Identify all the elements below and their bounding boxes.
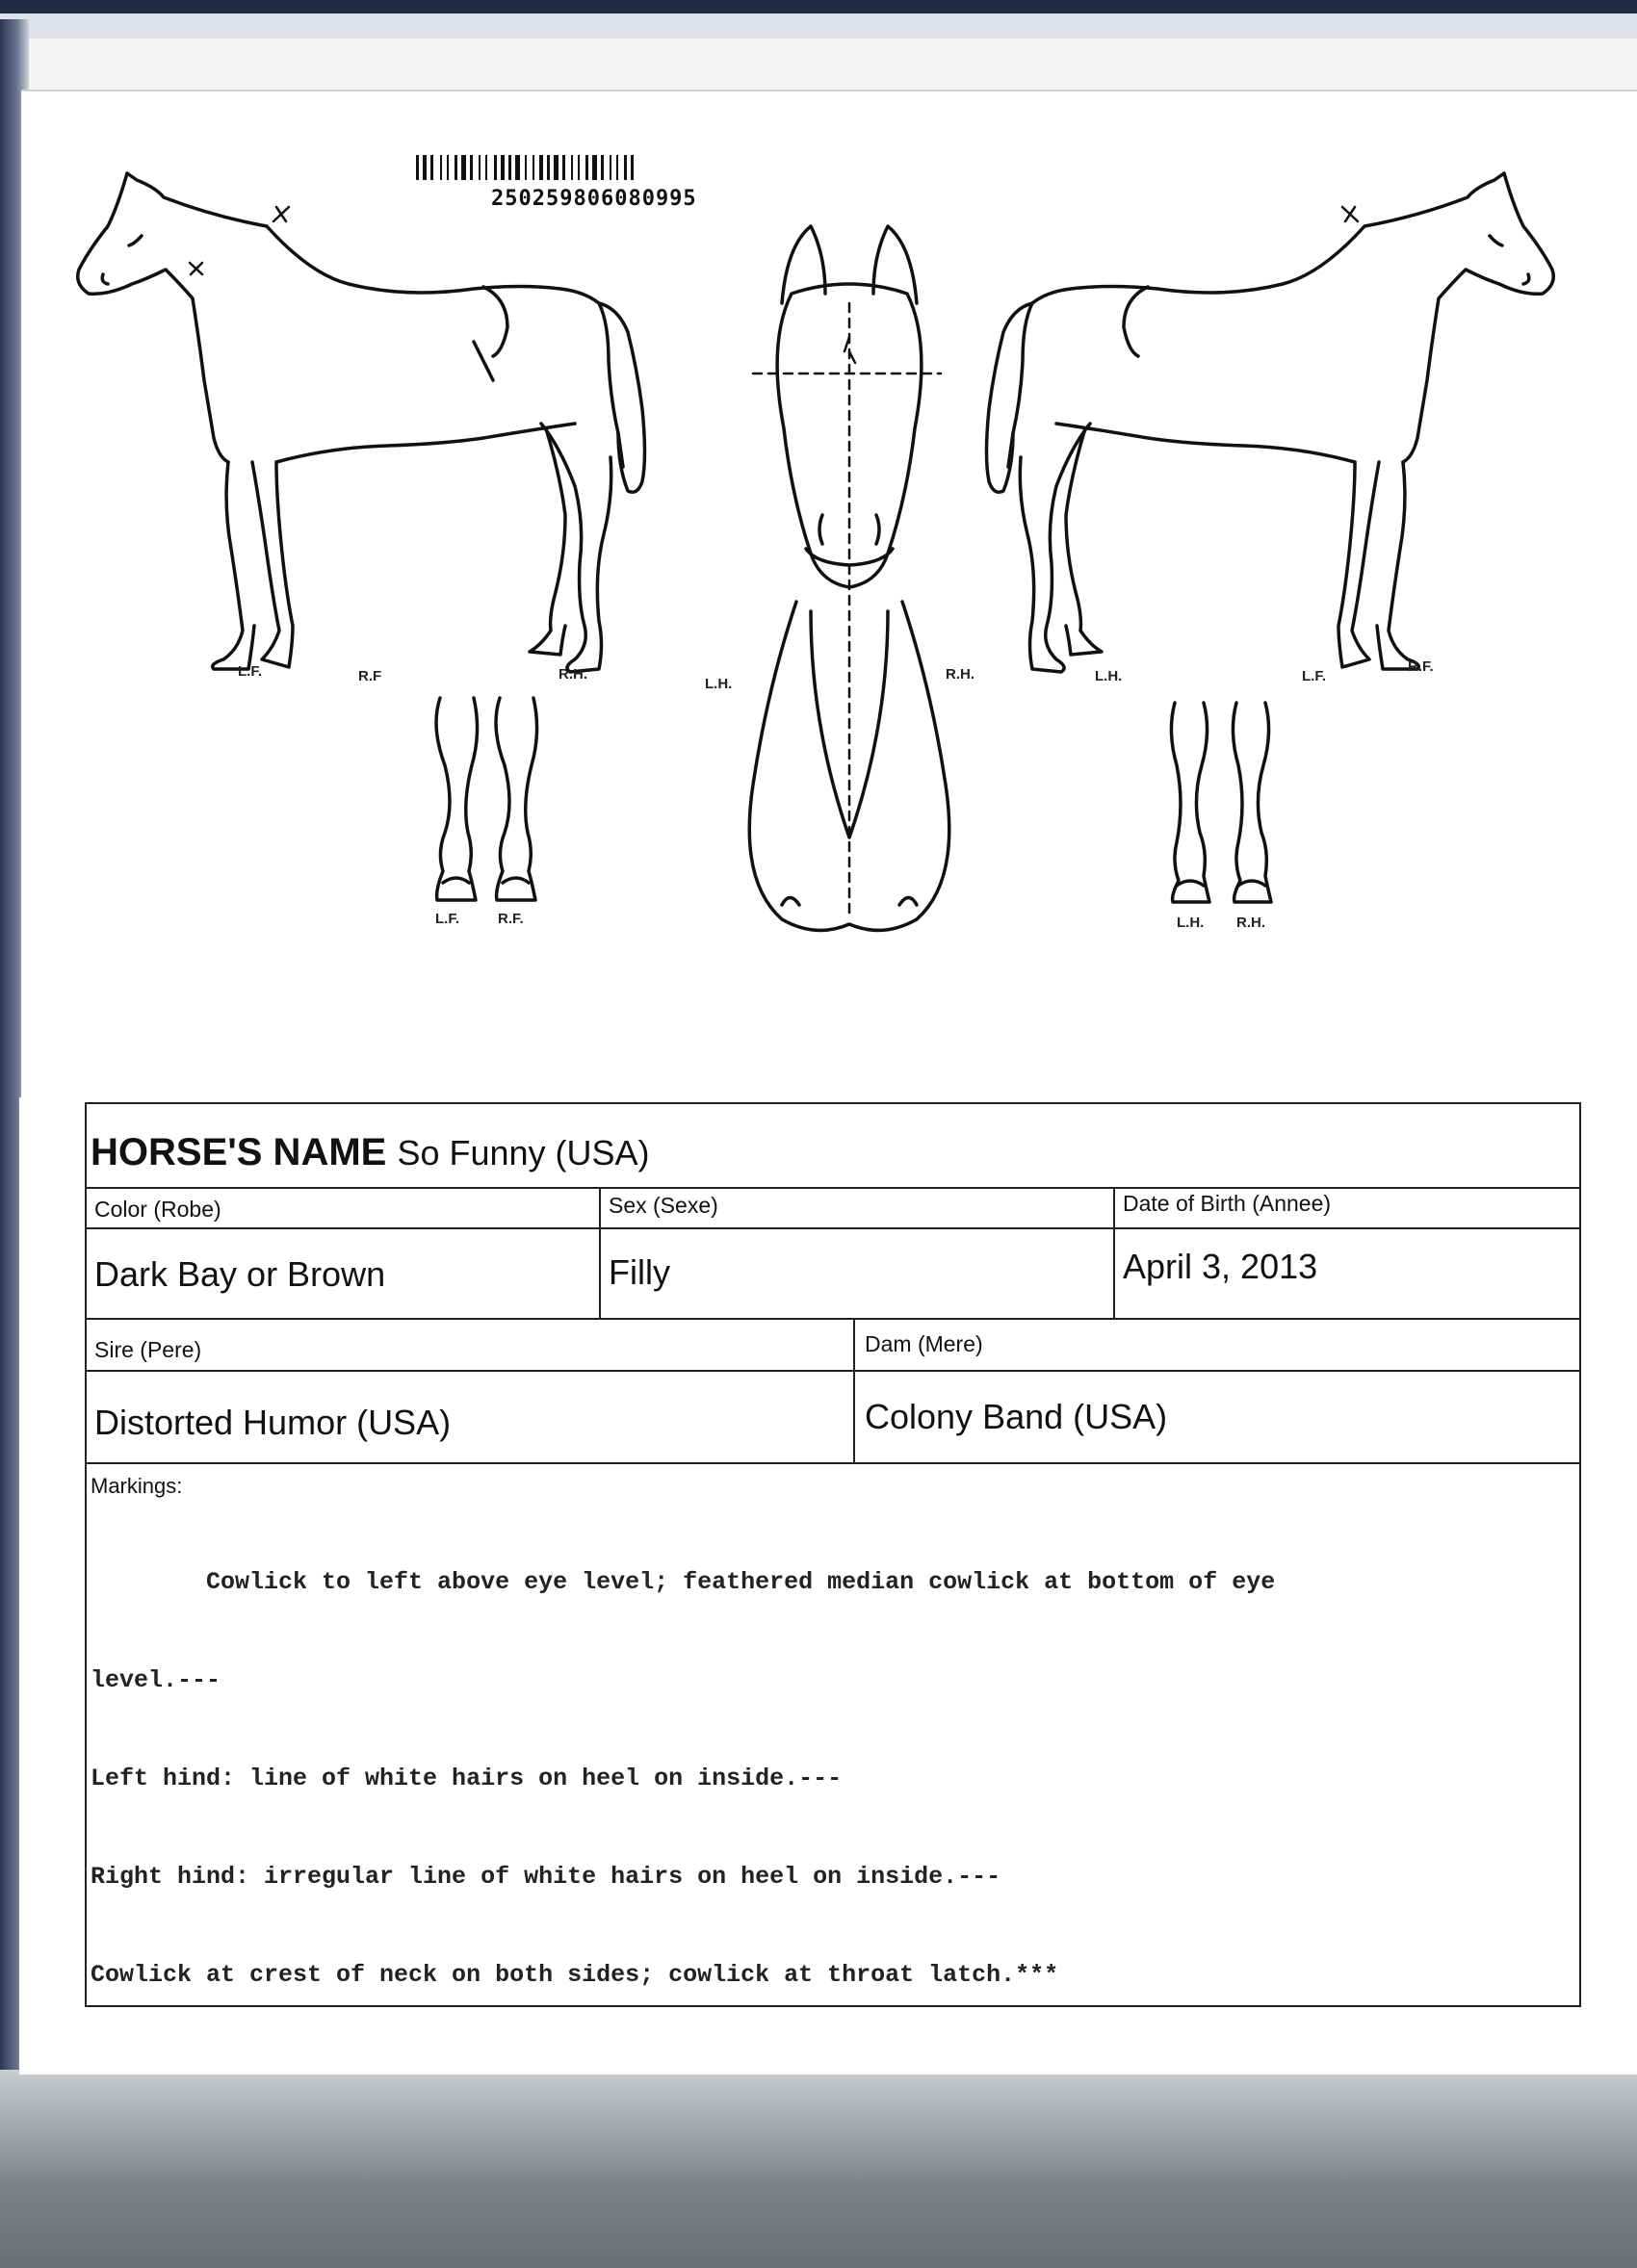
divider (87, 1462, 1579, 1464)
front-legs-label-lf: L.F. (435, 911, 459, 927)
horse-name-row (91, 1131, 650, 1174)
front-legs-outline (436, 698, 537, 900)
barcode-number: 250259806080995 (491, 187, 697, 211)
right-horse-label-rh: R.H. (946, 666, 974, 683)
markings-text (91, 1501, 1275, 2057)
hind-legs-label-lh: L.H. (1177, 915, 1205, 931)
markings-line: Cowlick to left above eye level; feathered median cowlick at bottom of eye (91, 1568, 1276, 1596)
dob-value: April 3, 2013 (1123, 1247, 1318, 1286)
barcode (416, 155, 634, 180)
markings-line: Right hind: irregular line of white hairs on heel on inside.--- (91, 1863, 1001, 1891)
markings-line: Left hind: line of white hairs on heel on inside.--- (91, 1765, 843, 1792)
left-horse-label-rf: R.F (358, 668, 382, 684)
markings-label: Markings: (91, 1474, 183, 1498)
horse-name-value: So Funny (USA) (397, 1133, 650, 1173)
divider (87, 1187, 1579, 1189)
color-label: Color (Robe) (94, 1197, 221, 1222)
dam-value: Colony Band (USA) (865, 1397, 1168, 1436)
right-horse-label-rf: R.F. (1408, 658, 1434, 675)
horse-markings-diagram (21, 91, 1620, 1093)
divider (599, 1187, 601, 1318)
markings-line: level.--- (91, 1666, 221, 1694)
color-value: Dark Bay or Brown (94, 1254, 386, 1294)
scan-background-top (0, 0, 1637, 106)
divider (853, 1318, 855, 1462)
divider (1113, 1187, 1115, 1318)
left-horse-outline (78, 173, 645, 672)
sire-value: Distorted Humor (USA) (94, 1403, 452, 1442)
horse-name-label: HORSE'S NAME (91, 1131, 387, 1173)
left-horse-label-rh: R.H. (559, 666, 587, 683)
identification-form (85, 1102, 1581, 2007)
divider (87, 1370, 1579, 1372)
dam-label: Dam (Mere) (865, 1331, 983, 1356)
hind-legs-label-rh: R.H. (1236, 915, 1265, 931)
sire-label: Sire (Pere) (94, 1337, 202, 1362)
sex-value: Filly (609, 1252, 670, 1292)
left-horse-label-lh: L.H. (705, 676, 733, 692)
right-horse-label-lf: L.F. (1302, 668, 1326, 684)
front-head-outline (749, 226, 949, 930)
markings-line: Cowlick at crest of neck on both sides; cowlick at throat latch.*** (91, 1961, 1059, 1989)
front-legs-label-rf: R.F. (498, 911, 524, 927)
hind-legs-outline (1171, 703, 1271, 902)
scan-background-bottom (0, 2070, 1637, 2268)
divider (87, 1227, 1579, 1229)
dob-label: Date of Birth (Annee) (1123, 1191, 1332, 1216)
right-horse-outline (987, 173, 1554, 672)
right-horse-label-lh: L.H. (1095, 668, 1123, 684)
divider (87, 1318, 1579, 1320)
sex-label: Sex (Sexe) (609, 1193, 718, 1218)
left-horse-label-lf: L.F. (238, 663, 262, 680)
